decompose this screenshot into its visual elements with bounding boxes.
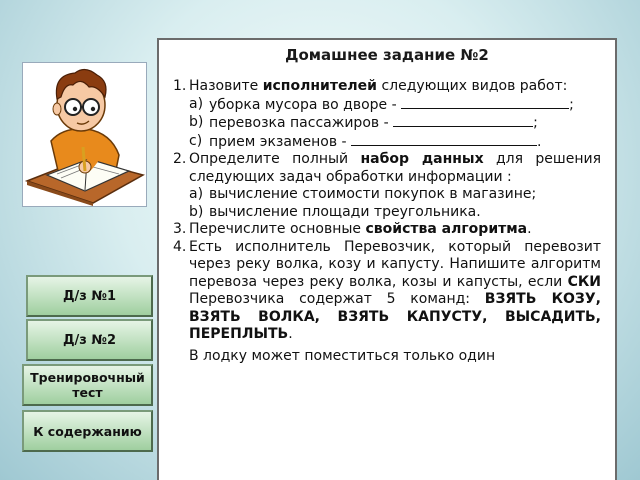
question-keyword: набор данных [360,151,484,167]
question-text: . [527,221,532,237]
student-writing-illustration [22,62,147,207]
answer-blank [401,96,569,109]
question-2-item-b [173,204,601,222]
question-2-item-a [173,186,601,204]
question-number: 2. [173,151,187,167]
question-keyword: СКИ [567,273,601,290]
question-1-item-c [173,133,601,152]
homework-panel [157,38,617,480]
item-text: перевозка пассажиров - [209,115,394,131]
item-letter: c) [189,132,203,149]
item-letter: a) [189,95,204,112]
item-text: вычисление стоимости покупок в магазине; [209,186,537,202]
item-text: вычисление площади треугольника. [209,203,481,220]
question-3 [173,221,601,239]
item-letter: b) [189,114,204,130]
item-end: ; [569,96,574,113]
contents-button[interactable]: К содержанию [22,410,153,452]
question-text: следующих видов работ: [377,78,568,94]
question-number: 3. [173,221,187,237]
item-text: прием экзаменов - [209,133,352,150]
student-drawing-icon [23,63,146,206]
answer-blank [393,114,533,127]
answer-blank [351,133,537,146]
question-number: 4. [173,238,187,255]
question-4 [173,239,601,344]
item-letter: a) [189,186,204,202]
question-text: Перечислите основные [189,221,366,237]
question-text: для решения следующих задач обработки информации : [189,151,602,185]
question-text: Есть исполнитель Перевозчик, который перевозит через реку волка, козу и капусту. Напишите алгоритм перевоза через реку волка, козы и капусты, если [189,238,601,290]
question-keyword: свойства алгоритма [365,221,528,237]
homework-1-button[interactable]: Д/з №1 [26,275,153,317]
practice-test-button[interactable]: Тренировочный тест [22,364,153,406]
question-1-item-b [173,114,601,133]
question-text: Перевозчика содержат 5 команд: [189,291,485,307]
question-number: 1. [173,78,187,94]
homework-2-button[interactable]: Д/з №2 [26,319,153,361]
item-end: . [537,133,542,150]
question-keyword: исполнителей [262,78,377,94]
question-text: Определите полный [189,151,361,167]
question-text: В лодку может поместиться только один [189,347,496,364]
item-text: уборка мусора во дворе - [209,96,402,113]
question-1-item-a [173,96,601,115]
question-4-continuation [173,348,601,366]
command-list: ВЗЯТЬ КОЗУ, ВЗЯТЬ ВОЛКА, ВЗЯТЬ КАПУСТУ, ВЫСАДИТЬ, ПЕРЕПЛЫТЬ [189,291,601,342]
question-text: Назовите [189,78,263,94]
question-1 [173,78,601,96]
question-2 [173,151,601,186]
homework-title: Домашнее задание №2 [285,46,489,64]
item-end: ; [533,115,538,131]
question-text: . [288,326,293,342]
item-letter: b) [189,203,204,220]
